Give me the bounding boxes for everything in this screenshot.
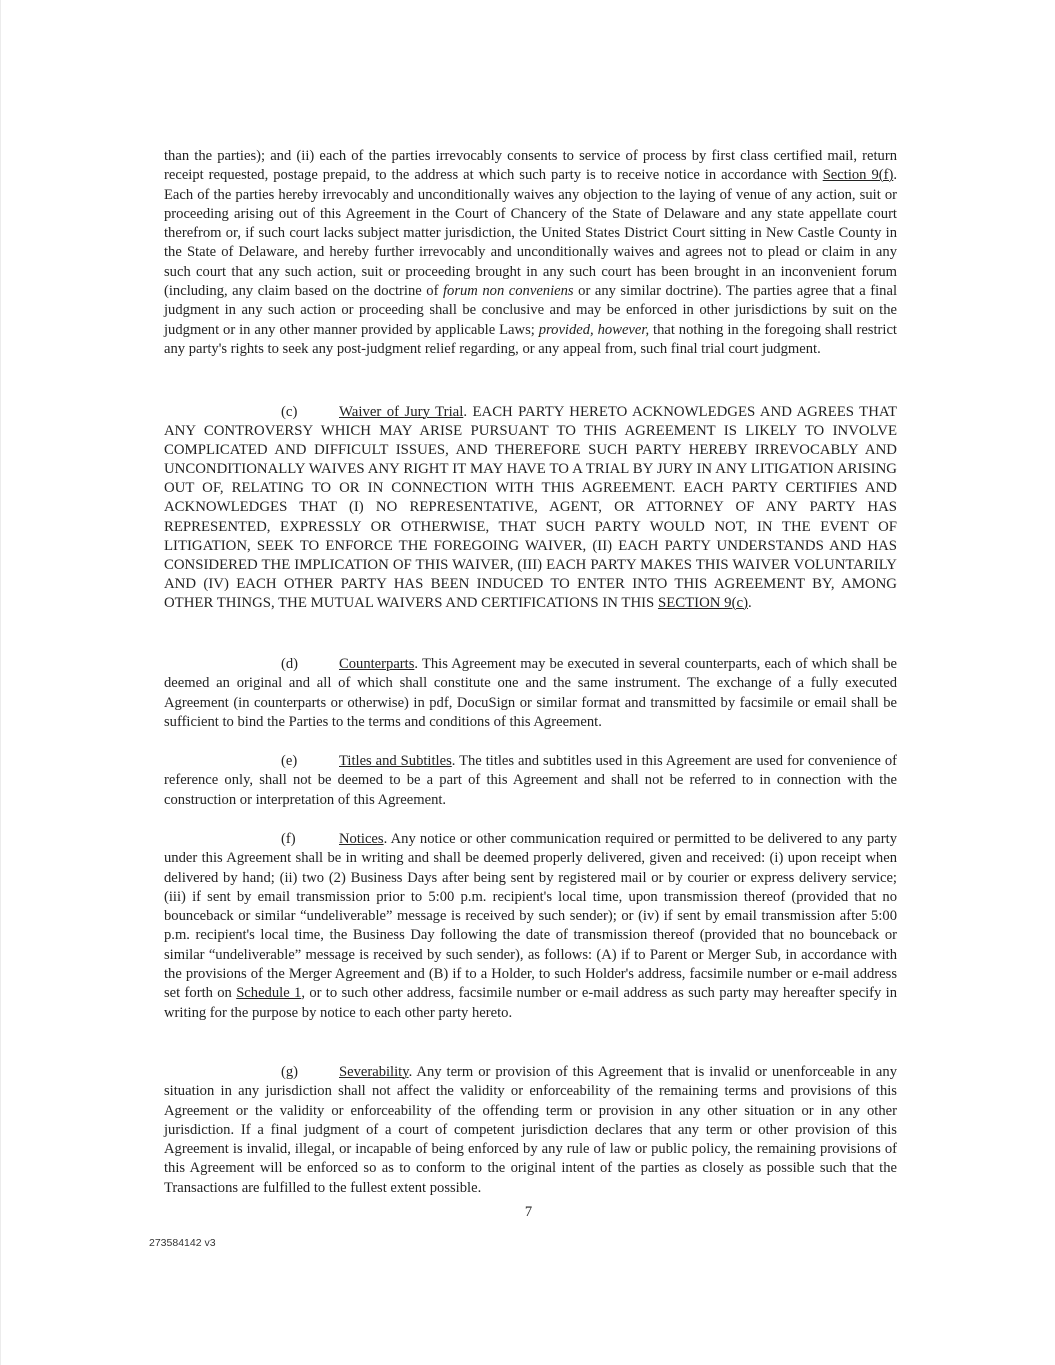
section-d-counterparts [164, 655, 897, 732]
schedule-1-reference: Schedule 1 [236, 985, 302, 1002]
section-label: (f) [281, 831, 296, 847]
section-label: (c) [281, 404, 298, 420]
section-heading: Notices [339, 831, 384, 847]
section-body: . This Agreement may be executed in several counterparts, each of which shall be deemed an original and all of which shall constitute one and the same instrument. The exchange of a fully executed Agreement (in counterparts or otherwise) in pdf, DocuSign or similar format and transmitted by facsimile or email shall be sufficient to bind the Parties to the terms and conditions of this Agreement. [164, 656, 897, 730]
text-segment: or any similar doctrine). The parties agree that a final judgment in any such action or proceeding shall be conclusive and may be enforced in other jurisdictions by suit on the judgment or in any other manner provided by applicable Laws; [164, 283, 897, 338]
italic-term: forum non conveniens [442, 283, 574, 300]
section-9c-reference: SECTION 9(c) [658, 594, 748, 611]
section-e-titles-and-subtitles [164, 752, 897, 810]
section-body: . The titles and subtitles used in this Agreement are used for convenience of reference only, shall not be deemed to be a part of this Agreement and shall not be referred to in connection with the construction or interpretation of this Agreement. [164, 753, 897, 808]
paragraph-b-continuation [164, 147, 897, 359]
section-heading: Severability [339, 1064, 409, 1080]
text-segment: than the parties); and (ii) each of the parties irrevocably consents to service of process by first class certified mail, return receipt requested, postage prepaid, to the address at which such party is to receive notice in accordance with [164, 148, 897, 184]
section-heading: Counterparts [339, 656, 415, 672]
italic-proviso: provided, however, [538, 321, 650, 338]
section-body: . EACH PARTY HERETO ACKNOWLEDGES AND AGREES THAT ANY CONTROVERSY WHICH MAY ARISE PURSUANT TO THIS AGREEMENT IS LIKELY TO INVOLVE COMPLICATED AND DIFFICULT ISSUES, AND THEREFORE SUCH PARTY HEREBY IRREVOCABLY AND UNCONDITIONALLY WAIVES ANY RIGHT IT MAY HAVE TO A TRIAL BY JURY IN ANY LITIGATION ARISING OUT OF, RELATING TO OR IN CONNECTION WITH THIS AGREEMENT. EACH PARTY CERTIFIES AND ACKNOWLEDGES THAT (I) NO REPRESENTATIVE, AGENT, OR ATTORNEY OF ANY PARTY HAS REPRESENTED, EXPRESSLY OR OTHERWISE, THAT SUCH PARTY WOULD NOT, IN THE EVENT OF LITIGATION, SEEK TO ENFORCE THE FOREGOING WAIVER, (II) EACH PARTY UNDERSTANDS AND HAS CONSIDERED THE IMPLICATION OF THIS WAIVER, (III) EACH PARTY MAKES THIS WAIVER VOLUNTARILY AND (IV) EACH OTHER PARTY HAS BEEN INDUCED TO ENTER INTO THIS AGREEMENT BY, AMONG OTHER THINGS, THE MUTUAL WAIVERS AND CERTIFICATIONS IN THIS [164, 404, 897, 611]
section-c-waiver-of-jury-trial [164, 403, 897, 613]
section-g-severability [164, 1063, 897, 1198]
section-body: . Any notice or other communication required or permitted to be delivered to any party under this Agreement shall be in writing and shall be deemed properly delivered, given and received: (i) upon receipt when delivered by hand; (ii) two (2) Business Days after being sent by registered mail or by courier or express delivery service; (iii) if sent by email transmission prior to 5:00 p.m. recipient's local time, upon transmission thereof (provided that no bounceback or similar “undeliverable” message is received by such sender); or (iv) if sent by email transmission after 5:00 p.m. recipient's local time, the Business Day following the date of transmission thereof (provided that no bounceback or similar “undeliverable” message is received by such sender), as follows: (A) if to Parent or Merger Sub, in accordance with the provisions of the Merger Agreement and (B) if to a Holder, to such Holder's address, facsimile number or e-mail address set forth on [164, 831, 897, 1002]
text-segment: . Each of the parties hereby irrevocably and unconditionally waives any objection to the laying of venue of any action, suit or proceeding arising out of this Agreement in the Court of Chancery of the State of Delaware and any state appellate court therefrom or, if such court lacks subject matter jurisdiction, the United States District Court sitting in New Castle County in the State of Delaware, and hereby further irrevocably and unconditionally waives and agrees not to plead or claim in any such court that any such action, suit or proceeding brought in any such court has been brought in an inconvenient forum (including, any claim based on the doctrine of [164, 167, 897, 300]
text-segment: that nothing in the foregoing shall restrict any party's rights to seek any post-judgment relief regarding, or any appeal from, such final trial court judgment. [164, 321, 897, 357]
section-body: . Any term or provision of this Agreement that is invalid or unenforceable in any situation in any jurisdiction shall not affect the validity or enforceability of the remaining terms and provisions of this Agreement or the validity or enforceability of the offending term or provision in any other situation or in any other jurisdiction. If a final judgment of a court of competent jurisdiction declares that any term or other provision of this Agreement is invalid, illegal, or incapable of being enforced by any rule of law or public policy, the remaining provisions of this Agreement will be enforced so as to conform to the original intent of the parties as closely as possible such that the Transactions are fulfilled to the fullest extent possible. [164, 1064, 897, 1196]
document-id: 273584142 v3 [149, 1237, 216, 1249]
page-number: 7 [524, 1204, 533, 1220]
section-9f-reference: Section 9(f) [822, 167, 894, 184]
section-label: (g) [281, 1064, 299, 1080]
section-label: (e) [281, 753, 298, 769]
section-label: (d) [281, 656, 299, 672]
section-heading: Titles and Subtitles [339, 753, 452, 769]
section-end: . [748, 594, 752, 611]
section-body-end: , or to such other address, facsimile number or e-mail address as such party may hereafter specify in writing for the purpose by notice to each other party hereto. [164, 985, 897, 1021]
section-heading: Waiver of Jury Trial [339, 404, 464, 420]
section-f-notices [164, 830, 897, 1023]
